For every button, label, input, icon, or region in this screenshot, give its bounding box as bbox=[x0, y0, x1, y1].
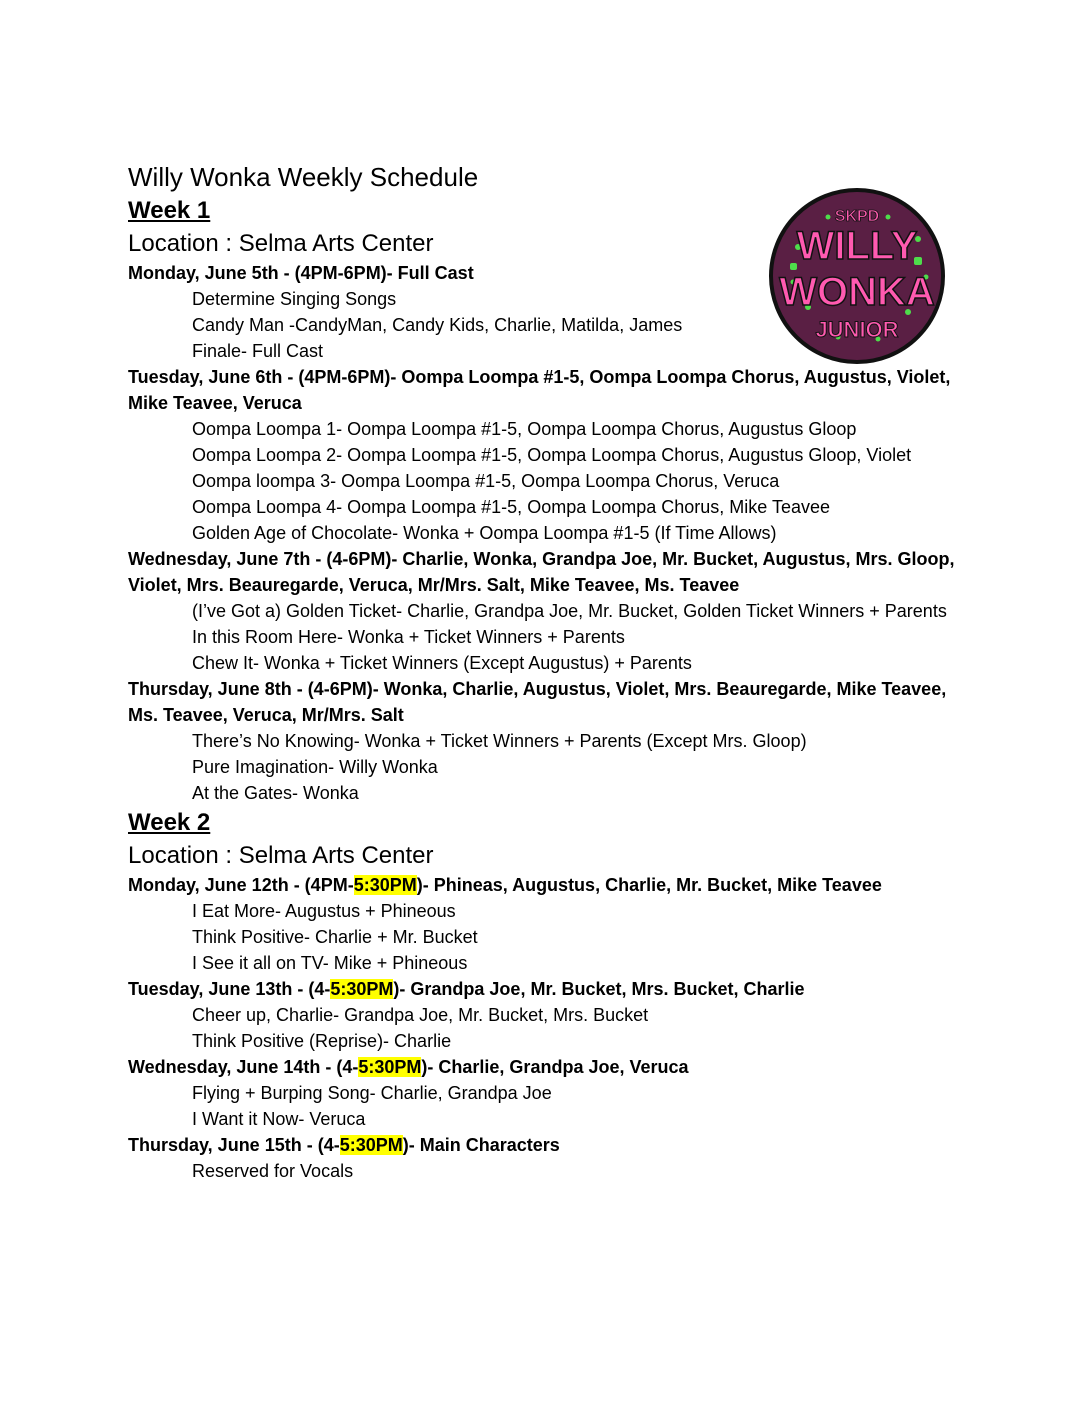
week1-wednesday-heading: Wednesday, June 7th - (4-6PM)- Charlie, Wonka, Grandpa Joe, Mr. Bucket, Augustus, Mrs. Gloop, Violet, Mrs. Beauregarde, Veruca, Mr/Mrs. Salt, Mike Teavee, Ms. Teavee bbox=[128, 549, 955, 595]
rehearsal-item: I Eat More- Augustus + Phineous bbox=[192, 901, 456, 921]
day-cast-text: )- Charlie, Grandpa Joe, Veruca bbox=[421, 1057, 689, 1077]
rehearsal-item: Think Positive (Reprise)- Charlie bbox=[192, 1031, 452, 1051]
rehearsal-item: Reserved for Vocals bbox=[192, 1161, 354, 1181]
day-date-text: Thursday, June 15th - (4- bbox=[128, 1135, 340, 1155]
week2-monday-heading bbox=[128, 872, 968, 898]
willy-wonka-junior-logo bbox=[768, 187, 946, 365]
day-cast-text: )- Main Characters bbox=[402, 1135, 560, 1155]
rehearsal-item: Oompa loompa 3- Oompa Loompa #1-5, Oompa Loompa Chorus, Veruca bbox=[192, 471, 780, 491]
rehearsal-item: Cheer up, Charlie- Grandpa Joe, Mr. Bucket, Mrs. Bucket bbox=[192, 1005, 649, 1025]
rehearsal-item: Oompa Loompa 1- Oompa Loompa #1-5, Oompa Loompa Chorus, Augustus Gloop bbox=[192, 419, 857, 439]
week1-tuesday-heading: Tuesday, June 6th - (4PM-6PM)- Oompa Loompa #1-5, Oompa Loompa Chorus, Augustus, Violet, Mike Teavee, Veruca bbox=[128, 367, 951, 413]
rehearsal-item: Chew It- Wonka + Ticket Winners (Except Augustus) + Parents bbox=[192, 653, 692, 673]
day-date-text: Wednesday, June 14th - (4- bbox=[128, 1057, 359, 1077]
week2-tuesday-heading bbox=[128, 976, 968, 1002]
day-date-text: Monday, June 12th - (4PM- bbox=[128, 875, 354, 895]
rehearsal-item: At the Gates- Wonka bbox=[192, 783, 359, 803]
week2-heading: Week 2 bbox=[128, 809, 211, 836]
rehearsal-item: Determine Singing Songs bbox=[192, 289, 397, 309]
rehearsal-item: Golden Age of Chocolate- Wonka + Oompa Loompa #1-5 (If Time Allows) bbox=[192, 523, 777, 543]
rehearsal-item: Pure Imagination- Willy Wonka bbox=[192, 757, 438, 777]
week2-location: Location : Selma Arts Center bbox=[128, 842, 434, 869]
week1-heading: Week 1 bbox=[128, 197, 211, 224]
highlighted-time: 5:30PM bbox=[353, 875, 417, 895]
week1-location: Location : Selma Arts Center bbox=[128, 230, 434, 257]
logo-text-willy: WILLY bbox=[796, 224, 918, 268]
logo-text-top: SKPD bbox=[834, 208, 880, 225]
week2-thursday-heading bbox=[128, 1132, 968, 1158]
rehearsal-item: Oompa Loompa 4- Oompa Loompa #1-5, Oompa Loompa Chorus, Mike Teavee bbox=[192, 497, 831, 517]
week1-thursday-heading: Thursday, June 8th - (4-6PM)- Wonka, Charlie, Augustus, Violet, Mrs. Beauregarde, Mike Teavee, Ms. Teavee, Veruca, Mr/Mrs. Salt bbox=[128, 679, 947, 725]
rehearsal-item: In this Room Here- Wonka + Ticket Winners + Parents bbox=[192, 627, 625, 647]
highlighted-time: 5:30PM bbox=[330, 979, 394, 999]
rehearsal-item: Finale- Full Cast bbox=[192, 341, 324, 361]
rehearsal-item: Flying + Burping Song- Charlie, Grandpa Joe bbox=[192, 1083, 552, 1103]
day-date-text: Tuesday, June 13th - (4- bbox=[128, 979, 331, 999]
highlighted-time: 5:30PM bbox=[339, 1135, 403, 1155]
page-title: Willy Wonka Weekly Schedule bbox=[128, 162, 479, 192]
rehearsal-item: Oompa Loompa 2- Oompa Loompa #1-5, Oompa Loompa Chorus, Augustus Gloop, Violet bbox=[192, 445, 912, 465]
rehearsal-item: (I’ve Got a) Golden Ticket- Charlie, Grandpa Joe, Mr. Bucket, Golden Ticket Winners + Parents bbox=[192, 601, 947, 621]
week1-monday-heading: Monday, June 5th - (4PM-6PM)- Full Cast bbox=[128, 263, 474, 283]
rehearsal-item: I Want it Now- Veruca bbox=[192, 1109, 366, 1129]
day-cast-text: )- Grandpa Joe, Mr. Bucket, Mrs. Bucket, Charlie bbox=[393, 979, 805, 999]
rehearsal-item: Think Positive- Charlie + Mr. Bucket bbox=[192, 927, 478, 947]
week2-wednesday-heading bbox=[128, 1054, 968, 1080]
rehearsal-item: Candy Man -CandyMan, Candy Kids, Charlie, Matilda, James bbox=[192, 315, 683, 335]
highlighted-time: 5:30PM bbox=[358, 1057, 422, 1077]
logo-text-wonka: WONKA bbox=[779, 270, 935, 314]
day-cast-text: )- Phineas, Augustus, Charlie, Mr. Bucket, Mike Teavee bbox=[416, 875, 882, 895]
logo-text-junior: JUNIOR bbox=[815, 317, 899, 342]
rehearsal-item: I See it all on TV- Mike + Phineous bbox=[192, 953, 468, 973]
rehearsal-item: There’s No Knowing- Wonka + Ticket Winners + Parents (Except Mrs. Gloop) bbox=[192, 731, 807, 751]
